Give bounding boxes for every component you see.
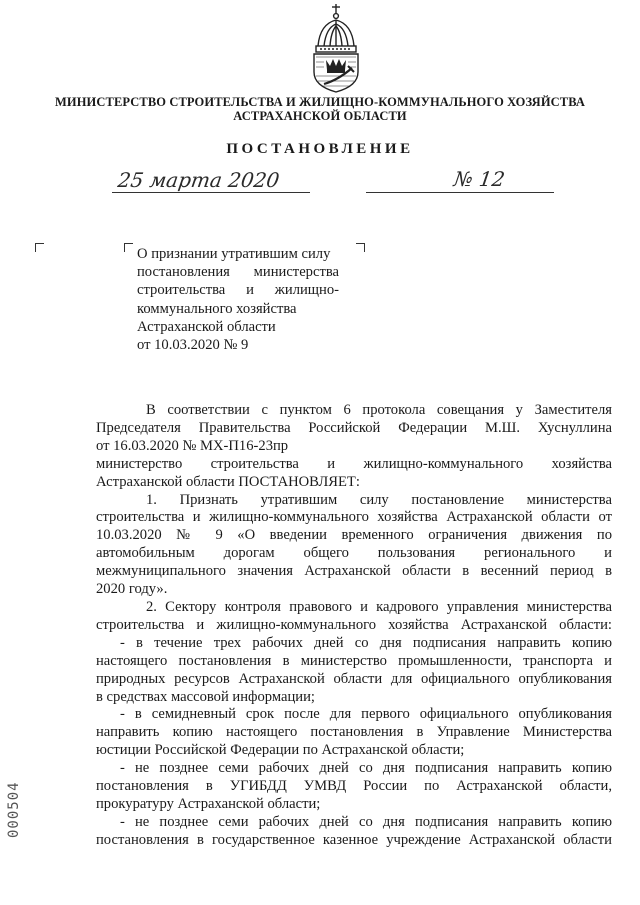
document-body <box>96 402 612 850</box>
body-line: Председателя Правительства Российской Федерации М.Ш. Хуснуллина <box>96 419 612 436</box>
left-margin-corner-mark <box>35 243 44 252</box>
body-line: министерство строительства и жилищно-коммунального хозяйства <box>96 455 612 472</box>
subject-line: от 10.03.2020 № 9 <box>137 337 249 354</box>
subject-corner-mark-right <box>356 243 365 252</box>
handwritten-date: 25 марта 2020 <box>116 168 281 192</box>
body-line: направить копию настоящего постановления в Управление Министерства <box>96 724 612 741</box>
body-line: прокуратуру Астраханской области; <box>96 795 321 812</box>
body-line: автомобильным дорогам общего пользования регионального и <box>96 545 612 562</box>
coat-of-arms-icon <box>304 2 368 94</box>
body-line: - не позднее семи рабочих дней со дня подписания направить копию <box>120 813 612 830</box>
handwritten-number: № 12 <box>452 167 507 191</box>
body-line: 1. Признать утратившим силу постановление министерства <box>146 491 612 508</box>
body-line: природных ресурсов Астраханской области для официального опубликования <box>96 670 612 687</box>
body-line: настоящего постановления в министерство промышленности, транспорта и <box>96 652 612 669</box>
subject-line: О признании утратившим силу <box>137 246 331 262</box>
document-type-title: ПОСТАНОВЛЕНИЕ <box>226 141 414 157</box>
subject-line: строительства и жилищно- <box>137 282 339 299</box>
body-line: юстиции Российской Федерации по Астраханской области; <box>96 742 465 759</box>
ministry-name-line1: МИНИСТЕРСТВО СТРОИТЕЛЬСТВА И ЖИЛИЩНО-КОММУНАЛЬНОГО ХОЗЯЙСТВА <box>55 95 585 109</box>
body-line: строительства и жилищно-коммунального хозяйства Астраханской области от <box>96 509 612 526</box>
body-line: в средствах массовой информации; <box>96 688 315 705</box>
body-line: 2. Сектору контроля правового и кадрового управления министерства <box>146 598 612 615</box>
body-line: постановления в УГИБДД УМВД России по Астраханской области, <box>96 778 612 795</box>
body-line: 2020 году». <box>96 581 168 598</box>
date-underline <box>112 192 310 193</box>
margin-serial-stamp: 000504 <box>6 781 22 838</box>
subject-line: коммунального хозяйства <box>137 300 297 317</box>
subject-line: постановления министерства <box>137 264 339 281</box>
body-line: межмуниципального значения Астраханской области в весенний период в <box>96 563 612 580</box>
body-line: Астраханской области ПОСТАНОВЛЯЕТ: <box>96 473 360 490</box>
body-line: от 16.03.2020 № МХ-П16-23пр <box>96 437 289 454</box>
body-line: постановления в государственное казенное учреждение Астраханской области <box>96 831 612 848</box>
subject-corner-mark-left <box>124 243 133 252</box>
body-line: - не позднее семи рабочих дней со дня подписания направить копию <box>120 760 612 777</box>
body-line: 10.03.2020 № 9 «О введении временного ограничения движения по <box>96 527 612 544</box>
body-line: строительства и жилищно-коммунального хозяйства Астраханской области: <box>96 616 612 633</box>
ministry-name-line2: АСТРАХАНСКОЙ ОБЛАСТИ <box>233 109 407 123</box>
subject-line: Астраханской области <box>137 318 276 335</box>
body-line: В соответствии с пунктом 6 протокола совещания у Заместителя <box>146 402 612 418</box>
body-line: - в течение трех рабочих дней со дня подписания направить копию <box>120 634 612 651</box>
number-underline <box>366 192 554 193</box>
body-line: - в семидневный срок после для первого официального опубликования <box>120 706 612 723</box>
document-subject <box>137 245 339 354</box>
